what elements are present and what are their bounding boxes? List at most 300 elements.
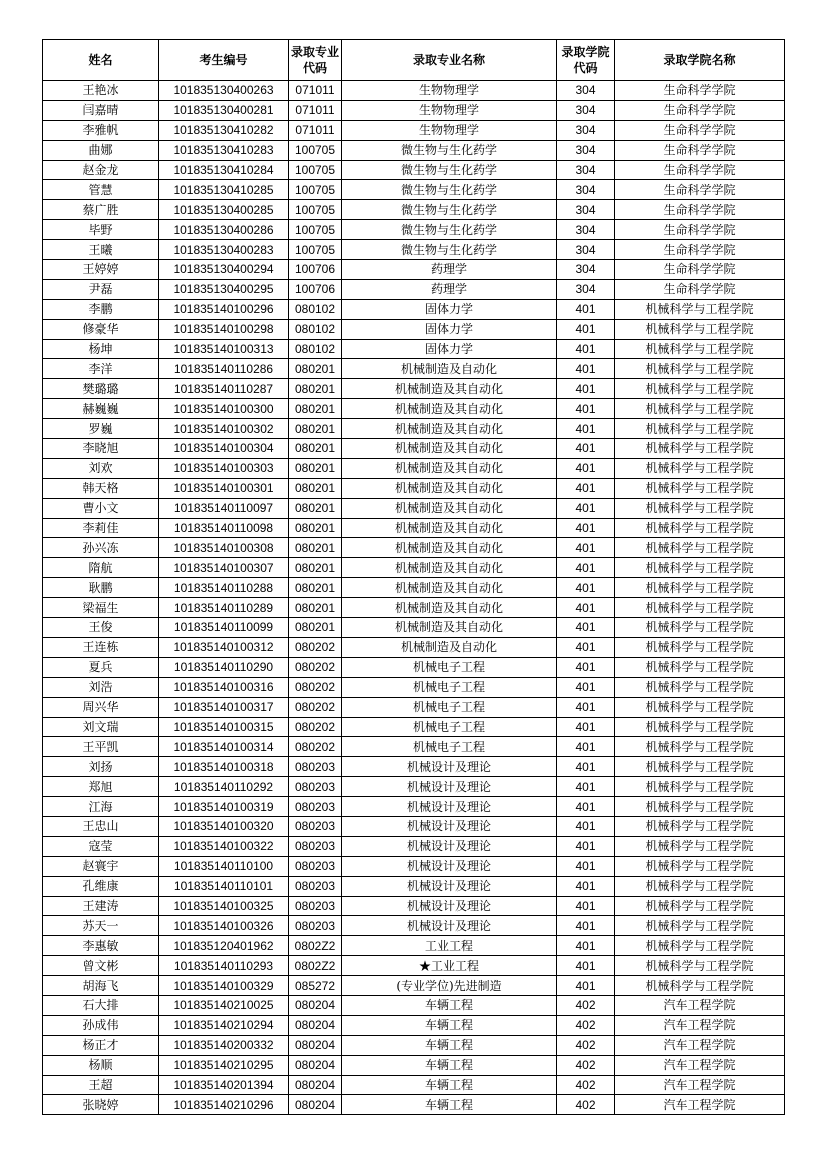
cell-college-code: 304 — [557, 220, 615, 240]
cell-college-code: 401 — [557, 936, 615, 956]
cell-college-name: 机械科学与工程学院 — [615, 956, 785, 976]
cell-name: 杨正才 — [43, 1035, 159, 1055]
cell-student-id: 101835140100320 — [159, 816, 289, 836]
cell-major-name: 机械制造及其自动化 — [342, 498, 557, 518]
cell-college-name: 机械科学与工程学院 — [615, 359, 785, 379]
cell-name: 赫巍巍 — [43, 399, 159, 419]
cell-major-code: 100705 — [289, 160, 342, 180]
cell-name: 王连栋 — [43, 637, 159, 657]
cell-college-code: 401 — [557, 578, 615, 598]
table-row — [43, 797, 785, 817]
cell-major-code: 080201 — [289, 578, 342, 598]
cell-major-name: 固体力学 — [342, 339, 557, 359]
header-major-code: 录取专业代码 — [289, 40, 342, 81]
table-row — [43, 518, 785, 538]
cell-student-id: 101835120401962 — [159, 936, 289, 956]
cell-major-name: 机械制造及其自动化 — [342, 419, 557, 439]
cell-name: 李莉佳 — [43, 518, 159, 538]
cell-name: 王超 — [43, 1075, 159, 1095]
cell-student-id: 101835140210295 — [159, 1055, 289, 1075]
table-row — [43, 399, 785, 419]
cell-college-name: 机械科学与工程学院 — [615, 797, 785, 817]
table-row — [43, 240, 785, 260]
table-row — [43, 419, 785, 439]
cell-name: 刘扬 — [43, 757, 159, 777]
cell-major-name: 车辆工程 — [342, 1055, 557, 1075]
cell-student-id: 101835140110288 — [159, 578, 289, 598]
cell-college-code: 401 — [557, 598, 615, 618]
cell-major-code: 080203 — [289, 856, 342, 876]
cell-name: 罗巍 — [43, 419, 159, 439]
cell-college-name: 机械科学与工程学院 — [615, 458, 785, 478]
cell-college-code: 402 — [557, 995, 615, 1015]
cell-student-id: 101835140110286 — [159, 359, 289, 379]
cell-name: 王艳冰 — [43, 81, 159, 101]
cell-college-code: 304 — [557, 81, 615, 101]
cell-name: 王婷婷 — [43, 260, 159, 280]
cell-name: 孙成伟 — [43, 1015, 159, 1035]
cell-major-code: 080201 — [289, 598, 342, 618]
cell-name: 修豪华 — [43, 319, 159, 339]
table-row — [43, 279, 785, 299]
cell-major-name: 机械制造及自动化 — [342, 637, 557, 657]
table-row — [43, 816, 785, 836]
cell-name: 刘文瑞 — [43, 717, 159, 737]
table-row — [43, 637, 785, 657]
cell-major-code: 080102 — [289, 299, 342, 319]
cell-major-name: 微生物与生化药学 — [342, 200, 557, 220]
cell-name: 孙兴冻 — [43, 538, 159, 558]
cell-major-code: 0802Z2 — [289, 936, 342, 956]
cell-college-code: 401 — [557, 976, 615, 996]
cell-name: 郑旭 — [43, 777, 159, 797]
cell-major-name: 机械制造及其自动化 — [342, 518, 557, 538]
cell-college-name: 机械科学与工程学院 — [615, 976, 785, 996]
cell-major-code: 080201 — [289, 458, 342, 478]
cell-major-code: 080203 — [289, 876, 342, 896]
cell-major-name: 机械电子工程 — [342, 677, 557, 697]
cell-major-name: 微生物与生化药学 — [342, 220, 557, 240]
cell-major-code: 085272 — [289, 976, 342, 996]
cell-college-name: 机械科学与工程学院 — [615, 379, 785, 399]
cell-college-name: 机械科学与工程学院 — [615, 518, 785, 538]
cell-major-name: 药理学 — [342, 260, 557, 280]
table-row — [43, 1075, 785, 1095]
cell-student-id: 101835140100308 — [159, 538, 289, 558]
cell-name: 江海 — [43, 797, 159, 817]
cell-student-id: 101835140110100 — [159, 856, 289, 876]
cell-college-code: 401 — [557, 538, 615, 558]
cell-student-id: 101835140110289 — [159, 598, 289, 618]
cell-student-id: 101835140110097 — [159, 498, 289, 518]
table-row — [43, 100, 785, 120]
cell-name: 刘浩 — [43, 677, 159, 697]
cell-major-code: 080201 — [289, 399, 342, 419]
table-row — [43, 379, 785, 399]
cell-major-code: 080203 — [289, 777, 342, 797]
cell-major-name: 微生物与生化药学 — [342, 240, 557, 260]
cell-college-code: 401 — [557, 657, 615, 677]
table-body — [43, 81, 785, 1115]
cell-college-name: 机械科学与工程学院 — [615, 737, 785, 757]
cell-major-name: 机械设计及理论 — [342, 916, 557, 936]
cell-student-id: 101835130400283 — [159, 240, 289, 260]
table-row — [43, 359, 785, 379]
cell-major-code: 100706 — [289, 279, 342, 299]
cell-major-name: 机械电子工程 — [342, 737, 557, 757]
cell-college-code: 401 — [557, 856, 615, 876]
table-row — [43, 140, 785, 160]
cell-major-name: 生物物理学 — [342, 81, 557, 101]
cell-college-name: 机械科学与工程学院 — [615, 618, 785, 638]
cell-major-name: 工业工程 — [342, 936, 557, 956]
table-row — [43, 598, 785, 618]
cell-student-id: 101835140100318 — [159, 757, 289, 777]
cell-student-id: 101835140110293 — [159, 956, 289, 976]
cell-college-code: 401 — [557, 777, 615, 797]
table-row — [43, 836, 785, 856]
cell-college-code: 401 — [557, 797, 615, 817]
cell-college-code: 401 — [557, 836, 615, 856]
cell-college-name: 机械科学与工程学院 — [615, 936, 785, 956]
cell-major-name: 机械制造及其自动化 — [342, 439, 557, 459]
cell-name: 曲娜 — [43, 140, 159, 160]
cell-student-id: 101835140110101 — [159, 876, 289, 896]
cell-college-name: 机械科学与工程学院 — [615, 299, 785, 319]
table-row — [43, 260, 785, 280]
cell-college-code: 402 — [557, 1015, 615, 1035]
cell-college-name: 生命科学学院 — [615, 240, 785, 260]
cell-college-code: 402 — [557, 1075, 615, 1095]
header-row — [43, 40, 785, 81]
cell-student-id: 101835140100316 — [159, 677, 289, 697]
cell-college-name: 汽车工程学院 — [615, 995, 785, 1015]
cell-major-name: 机械制造及其自动化 — [342, 558, 557, 578]
cell-college-name: 机械科学与工程学院 — [615, 836, 785, 856]
cell-college-name: 生命科学学院 — [615, 220, 785, 240]
cell-major-name: 机械设计及理论 — [342, 896, 557, 916]
cell-college-code: 401 — [557, 677, 615, 697]
cell-name: 刘欢 — [43, 458, 159, 478]
table-row — [43, 777, 785, 797]
cell-college-code: 401 — [557, 697, 615, 717]
table-row — [43, 1095, 785, 1115]
cell-major-name: 机械设计及理论 — [342, 856, 557, 876]
cell-college-name: 机械科学与工程学院 — [615, 419, 785, 439]
cell-college-code: 304 — [557, 260, 615, 280]
cell-major-code: 100706 — [289, 260, 342, 280]
cell-college-code: 304 — [557, 120, 615, 140]
table-row — [43, 478, 785, 498]
cell-student-id: 101835140110290 — [159, 657, 289, 677]
cell-major-name: 机械制造及其自动化 — [342, 598, 557, 618]
table-row — [43, 856, 785, 876]
cell-name: 梁福生 — [43, 598, 159, 618]
cell-student-id: 101835130400294 — [159, 260, 289, 280]
cell-student-id: 101835140100312 — [159, 637, 289, 657]
cell-major-name: 车辆工程 — [342, 1095, 557, 1115]
table-row — [43, 956, 785, 976]
cell-major-code: 071011 — [289, 81, 342, 101]
cell-college-code: 402 — [557, 1035, 615, 1055]
cell-college-code: 401 — [557, 299, 615, 319]
cell-name: 王曦 — [43, 240, 159, 260]
cell-college-name: 生命科学学院 — [615, 140, 785, 160]
cell-name: 李惠敏 — [43, 936, 159, 956]
cell-college-code: 304 — [557, 160, 615, 180]
cell-major-code: 080102 — [289, 319, 342, 339]
cell-major-code: 0802Z2 — [289, 956, 342, 976]
cell-major-code: 080201 — [289, 478, 342, 498]
cell-major-name: 机械电子工程 — [342, 657, 557, 677]
cell-major-name: 生物物理学 — [342, 120, 557, 140]
cell-college-name: 机械科学与工程学院 — [615, 816, 785, 836]
cell-student-id: 101835140100300 — [159, 399, 289, 419]
cell-name: 杨顺 — [43, 1055, 159, 1075]
cell-student-id: 101835140110287 — [159, 379, 289, 399]
cell-student-id: 101835130400263 — [159, 81, 289, 101]
cell-name: 韩天格 — [43, 478, 159, 498]
cell-major-code: 080201 — [289, 518, 342, 538]
cell-college-code: 401 — [557, 956, 615, 976]
cell-major-name: 固体力学 — [342, 319, 557, 339]
cell-college-name: 机械科学与工程学院 — [615, 339, 785, 359]
table-row — [43, 180, 785, 200]
cell-college-code: 401 — [557, 896, 615, 916]
cell-major-code: 080204 — [289, 1095, 342, 1115]
cell-major-code: 080203 — [289, 757, 342, 777]
table-row — [43, 498, 785, 518]
header-id: 考生编号 — [159, 40, 289, 81]
cell-major-name: 微生物与生化药学 — [342, 140, 557, 160]
cell-college-name: 机械科学与工程学院 — [615, 439, 785, 459]
cell-name: 赵寰宇 — [43, 856, 159, 876]
table-row — [43, 458, 785, 478]
cell-student-id: 101835140210296 — [159, 1095, 289, 1115]
cell-name: 王建涛 — [43, 896, 159, 916]
cell-name: 寇莹 — [43, 836, 159, 856]
cell-college-code: 401 — [557, 518, 615, 538]
header-college-code: 录取学院代码 — [557, 40, 615, 81]
cell-college-code: 401 — [557, 399, 615, 419]
cell-name: 李晓旭 — [43, 439, 159, 459]
cell-name: 蔡广胜 — [43, 200, 159, 220]
admission-table — [42, 39, 785, 1115]
cell-major-name: 机械设计及理论 — [342, 757, 557, 777]
cell-college-code: 401 — [557, 419, 615, 439]
cell-major-code: 100705 — [289, 200, 342, 220]
cell-college-code: 402 — [557, 1055, 615, 1075]
cell-student-id: 101835140100319 — [159, 797, 289, 817]
cell-student-id: 101835140100325 — [159, 896, 289, 916]
cell-name: 赵金龙 — [43, 160, 159, 180]
cell-student-id: 101835130410285 — [159, 180, 289, 200]
cell-name: 王忠山 — [43, 816, 159, 836]
cell-major-name: 机械设计及理论 — [342, 797, 557, 817]
cell-major-name: 车辆工程 — [342, 1035, 557, 1055]
table-row — [43, 737, 785, 757]
cell-student-id: 101835140100302 — [159, 419, 289, 439]
cell-college-name: 机械科学与工程学院 — [615, 498, 785, 518]
cell-name: 曹小文 — [43, 498, 159, 518]
cell-college-name: 汽车工程学院 — [615, 1055, 785, 1075]
cell-student-id: 101835130400281 — [159, 100, 289, 120]
cell-major-name: 机械制造及其自动化 — [342, 379, 557, 399]
cell-college-name: 生命科学学院 — [615, 180, 785, 200]
cell-name: 孔维康 — [43, 876, 159, 896]
cell-college-name: 机械科学与工程学院 — [615, 657, 785, 677]
cell-student-id: 101835140110098 — [159, 518, 289, 538]
table-row — [43, 538, 785, 558]
cell-name: 胡海飞 — [43, 976, 159, 996]
cell-major-code: 080203 — [289, 916, 342, 936]
cell-student-id: 101835140210025 — [159, 995, 289, 1015]
table-row — [43, 916, 785, 936]
cell-college-code: 401 — [557, 816, 615, 836]
cell-student-id: 101835140100329 — [159, 976, 289, 996]
cell-college-name: 生命科学学院 — [615, 160, 785, 180]
cell-college-name: 机械科学与工程学院 — [615, 319, 785, 339]
header-name: 姓名 — [43, 40, 159, 81]
cell-college-code: 304 — [557, 180, 615, 200]
cell-major-code: 080201 — [289, 359, 342, 379]
cell-student-id: 101835140100314 — [159, 737, 289, 757]
cell-college-code: 401 — [557, 439, 615, 459]
cell-student-id: 101835140110292 — [159, 777, 289, 797]
cell-college-code: 402 — [557, 1095, 615, 1115]
cell-name: 王俊 — [43, 618, 159, 638]
cell-major-name: ★工业工程 — [342, 956, 557, 976]
cell-name: 杨坤 — [43, 339, 159, 359]
cell-major-name: 机械制造及其自动化 — [342, 478, 557, 498]
cell-college-name: 汽车工程学院 — [615, 1015, 785, 1035]
cell-major-code: 080202 — [289, 717, 342, 737]
table-row — [43, 677, 785, 697]
cell-student-id: 101835130410282 — [159, 120, 289, 140]
cell-college-name: 机械科学与工程学院 — [615, 717, 785, 737]
cell-student-id: 101835130410283 — [159, 140, 289, 160]
cell-college-name: 机械科学与工程学院 — [615, 578, 785, 598]
cell-student-id: 101835140210294 — [159, 1015, 289, 1035]
cell-major-code: 071011 — [289, 100, 342, 120]
header-college-name: 录取学院名称 — [615, 40, 785, 81]
cell-major-code: 080202 — [289, 657, 342, 677]
cell-major-name: 微生物与生化药学 — [342, 180, 557, 200]
cell-college-code: 401 — [557, 757, 615, 777]
cell-college-code: 401 — [557, 717, 615, 737]
cell-college-code: 401 — [557, 876, 615, 896]
cell-major-code: 080203 — [289, 816, 342, 836]
cell-college-name: 机械科学与工程学院 — [615, 677, 785, 697]
cell-college-name: 机械科学与工程学院 — [615, 757, 785, 777]
cell-name: 苏天一 — [43, 916, 159, 936]
cell-college-code: 401 — [557, 637, 615, 657]
cell-major-name: 机械制造及其自动化 — [342, 458, 557, 478]
table-row — [43, 976, 785, 996]
table-row — [43, 657, 785, 677]
table-row — [43, 896, 785, 916]
table-row — [43, 299, 785, 319]
cell-student-id: 101835140100303 — [159, 458, 289, 478]
cell-name: 闫嘉晴 — [43, 100, 159, 120]
table-row — [43, 439, 785, 459]
cell-college-name: 机械科学与工程学院 — [615, 637, 785, 657]
cell-name: 耿鹏 — [43, 578, 159, 598]
cell-college-name: 生命科学学院 — [615, 260, 785, 280]
table-row — [43, 1015, 785, 1035]
table-row — [43, 578, 785, 598]
cell-major-name: 机械设计及理论 — [342, 836, 557, 856]
cell-name: 樊璐璐 — [43, 379, 159, 399]
cell-major-code: 080202 — [289, 637, 342, 657]
cell-major-name: 机械制造及其自动化 — [342, 578, 557, 598]
cell-major-name: 药理学 — [342, 279, 557, 299]
cell-student-id: 101835140100307 — [159, 558, 289, 578]
cell-major-name: 机械制造及其自动化 — [342, 618, 557, 638]
table-row — [43, 717, 785, 737]
cell-major-name: 机械设计及理论 — [342, 876, 557, 896]
cell-college-name: 生命科学学院 — [615, 120, 785, 140]
table-row — [43, 697, 785, 717]
cell-major-code: 080201 — [289, 439, 342, 459]
cell-major-code: 080204 — [289, 995, 342, 1015]
cell-name: 石大排 — [43, 995, 159, 1015]
cell-student-id: 101835140100296 — [159, 299, 289, 319]
cell-name: 周兴华 — [43, 697, 159, 717]
cell-major-code: 080202 — [289, 737, 342, 757]
cell-major-code: 080204 — [289, 1035, 342, 1055]
cell-college-code: 401 — [557, 458, 615, 478]
cell-student-id: 101835130400286 — [159, 220, 289, 240]
cell-college-name: 机械科学与工程学院 — [615, 697, 785, 717]
cell-student-id: 101835130400295 — [159, 279, 289, 299]
cell-student-id: 101835140100315 — [159, 717, 289, 737]
cell-major-code: 080201 — [289, 498, 342, 518]
cell-name: 张晓婷 — [43, 1095, 159, 1115]
cell-college-name: 汽车工程学院 — [615, 1035, 785, 1055]
cell-major-code: 071011 — [289, 120, 342, 140]
cell-college-code: 304 — [557, 140, 615, 160]
cell-college-name: 机械科学与工程学院 — [615, 896, 785, 916]
cell-college-name: 机械科学与工程学院 — [615, 916, 785, 936]
cell-major-code: 080204 — [289, 1015, 342, 1035]
cell-name: 李洋 — [43, 359, 159, 379]
cell-major-code: 080201 — [289, 618, 342, 638]
cell-major-code: 080202 — [289, 677, 342, 697]
cell-student-id: 101835140100313 — [159, 339, 289, 359]
cell-college-name: 机械科学与工程学院 — [615, 856, 785, 876]
cell-college-code: 401 — [557, 379, 615, 399]
cell-major-name: 机械设计及理论 — [342, 816, 557, 836]
cell-college-name: 生命科学学院 — [615, 100, 785, 120]
cell-name: 曾文彬 — [43, 956, 159, 976]
cell-college-name: 机械科学与工程学院 — [615, 538, 785, 558]
cell-college-name: 生命科学学院 — [615, 81, 785, 101]
cell-college-name: 生命科学学院 — [615, 279, 785, 299]
cell-major-name: 机械电子工程 — [342, 697, 557, 717]
cell-college-name: 机械科学与工程学院 — [615, 478, 785, 498]
cell-college-code: 401 — [557, 478, 615, 498]
table-row — [43, 81, 785, 101]
cell-name: 夏兵 — [43, 657, 159, 677]
cell-name: 李雅帆 — [43, 120, 159, 140]
cell-college-name: 汽车工程学院 — [615, 1075, 785, 1095]
cell-name: 王平凯 — [43, 737, 159, 757]
cell-student-id: 101835140200332 — [159, 1035, 289, 1055]
cell-college-code: 401 — [557, 618, 615, 638]
cell-college-code: 401 — [557, 498, 615, 518]
cell-college-code: 304 — [557, 240, 615, 260]
